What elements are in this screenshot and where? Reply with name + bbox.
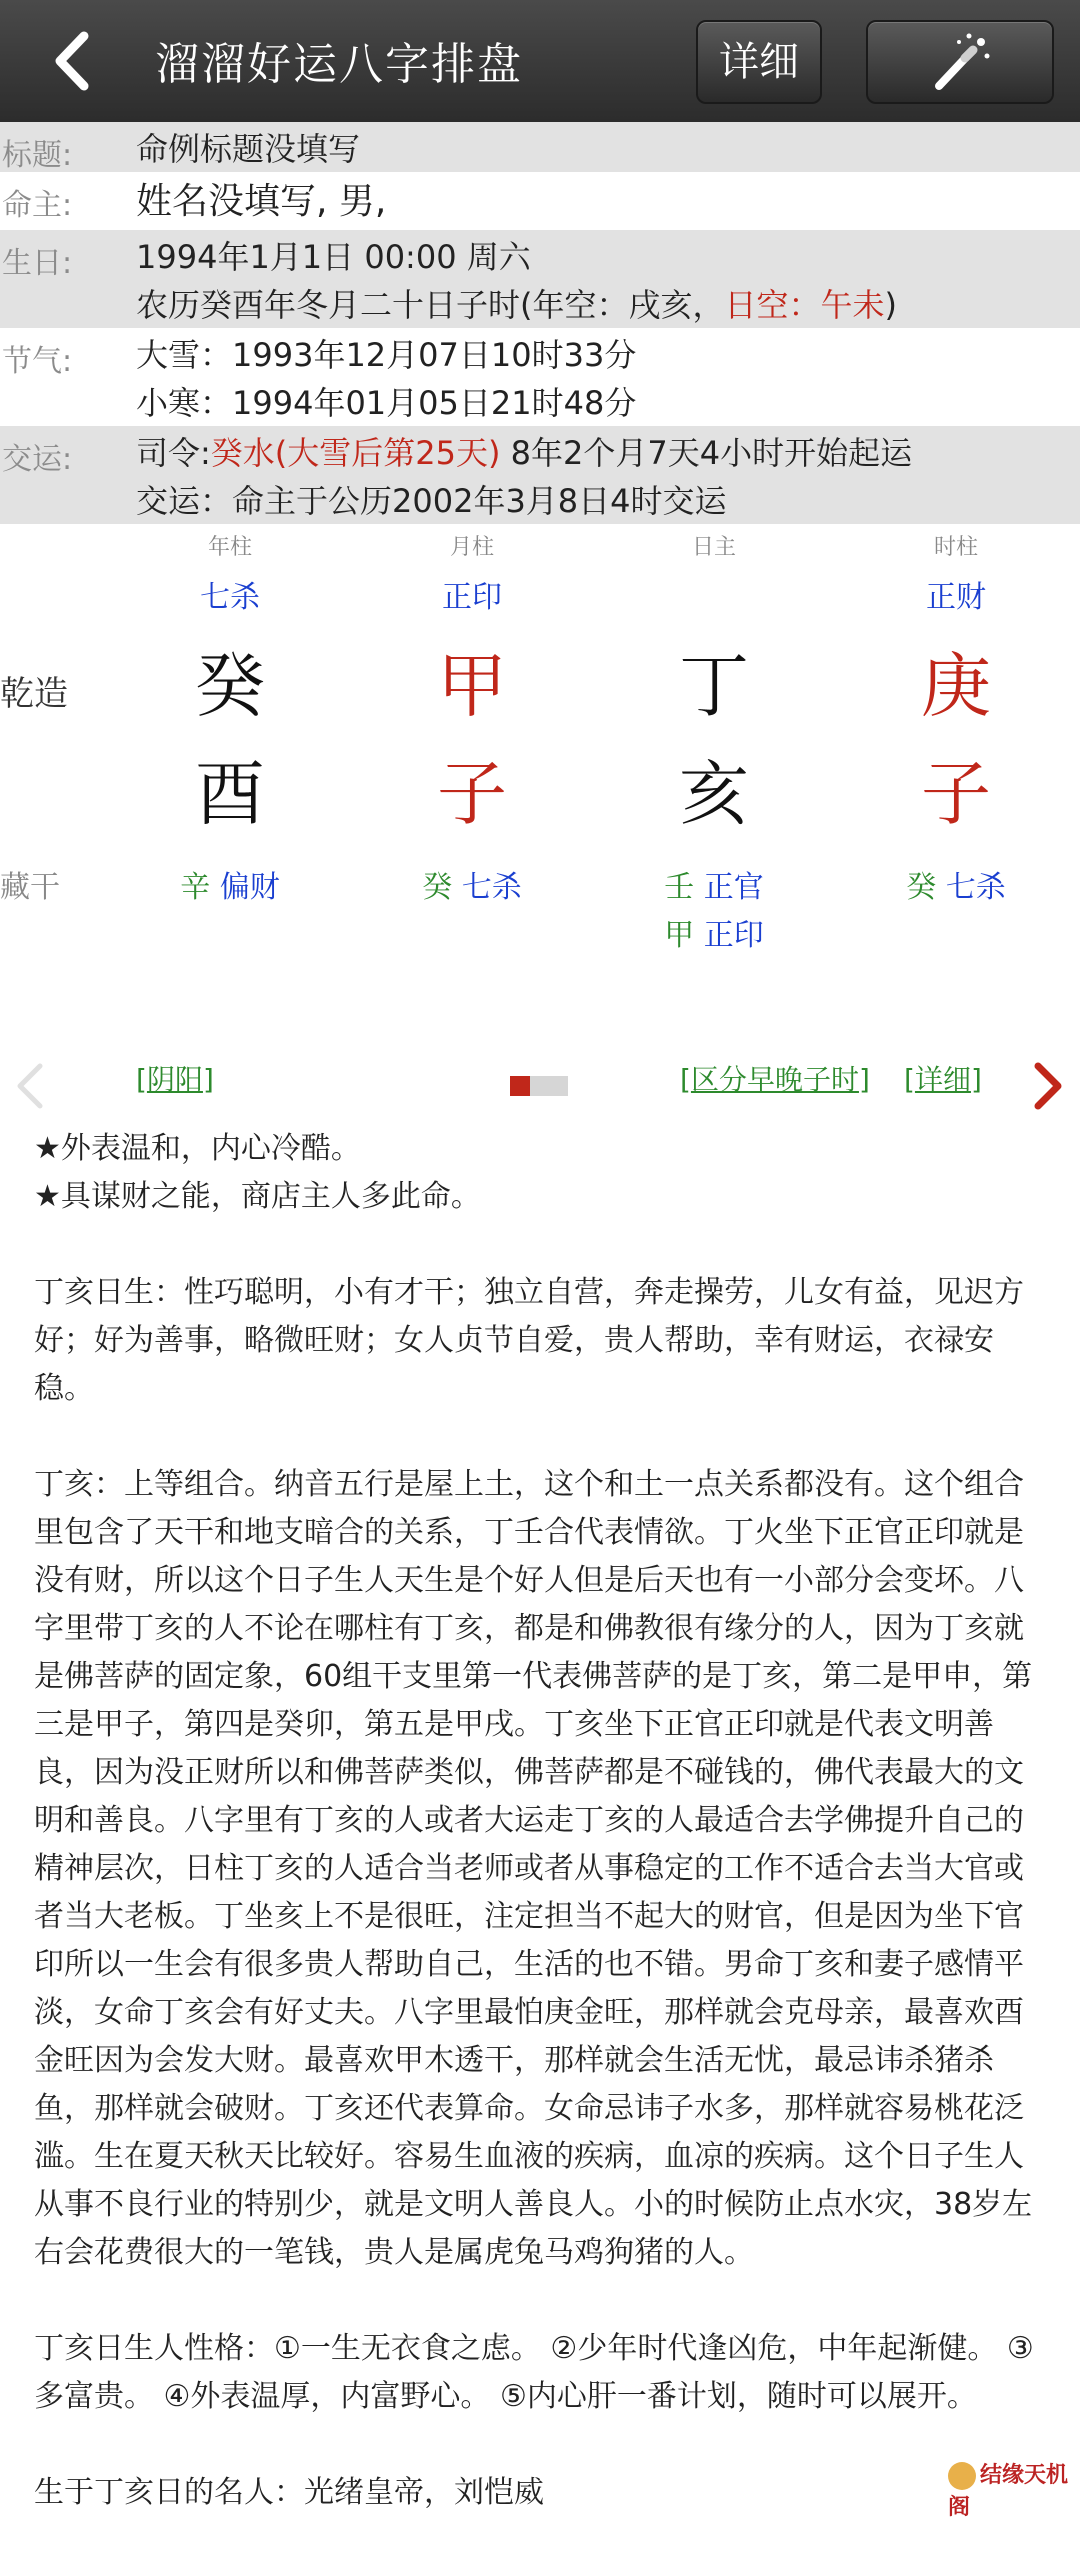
shishen-year: 七杀 [200,580,260,615]
zhi-day: 亥 [679,753,749,835]
column-head-year: 年柱 [207,535,252,560]
app-header [0,0,1080,122]
detail-button[interactable]: 详细 [696,20,822,104]
owner-label: 命主: [2,188,73,223]
canggan-month: 癸 七杀 [422,870,522,905]
canggan-year: 辛 偏财 [180,870,280,905]
birth-lunar: 农历癸酉年冬月二十日子时(年空：戌亥，日空：午未) [136,286,897,324]
jiaoyun-row [0,426,1080,524]
magic-wand-icon [925,30,995,94]
page-title: 溜溜好运八字排盘 [155,39,523,90]
chevron-left-icon [40,22,110,100]
zhi-hour: 子 [921,753,991,835]
jieqi-label: 节气: [2,344,73,379]
gan-month: 甲 [437,645,507,727]
detail-link[interactable]: [详细] [904,1063,982,1096]
siling-value: 癸水(大雪后第25天) [210,434,501,472]
canggan-day-1: 壬 正官 [664,870,764,905]
gan-day: 丁 [679,645,749,727]
trait-2: ★具谋财之能，商店主人多此命。 [34,1179,481,1214]
birth-row [0,230,1080,328]
column-head-hour: 时柱 [933,535,978,560]
zhi-year: 酉 [195,753,265,835]
page-indicator-inactive [530,1076,568,1096]
page-indicator [510,1076,570,1096]
jiaoyun-label: 交运: [2,442,73,477]
watermark: 结缘天机阁 [948,2463,1069,2520]
trait-1: ★外表温和，内心冷酷。 [34,1131,361,1166]
shishen-hour: 正财 [926,580,986,615]
owner-value: 姓名没填写, 男, [136,181,387,222]
watermark-logo-icon [948,2462,976,2490]
day-empty: 日空：午未 [724,286,885,324]
jieqi-row [0,328,1080,426]
zhi-month: 子 [437,753,507,835]
qianzao-label: 乾造 [0,674,68,714]
column-head-month: 月柱 [449,535,494,560]
canggan-hour: 癸 七杀 [906,870,1006,905]
shishen-month: 正印 [442,580,502,615]
title-row [0,122,1080,172]
canggan-day-2: 甲 正印 [664,918,764,953]
zaowan-zishi-link[interactable]: [区分早晚子时] [680,1063,870,1096]
info-panel [0,122,1080,524]
jieqi-xiaohan: 小寒：1994年01月05日21时48分 [136,384,637,422]
canggan-label: 藏干 [0,870,60,905]
yinyang-link[interactable]: [阴阳] [136,1063,214,1096]
column-head-day: 日主 [691,535,736,560]
dinghai-detail: 丁亥：上等组合。纳音五行是屋上土，这个和土一点关系都没有。这个组合里包含了天干和地支暗合的关系，丁壬合代表情欲。丁火坐下正官正印就是没有财，所以这个日子生人天生是个好人但是后天也有一小部分会变坏。八字里带丁亥的人不论在哪柱有丁亥，都是和佛教很有缘分的人，因为丁亥就是佛菩萨的固定象，60组干支里第一代表佛菩萨的是丁亥，第二是甲申，第三是甲子，第四是癸卯，第五是甲戌。丁亥坐下正官正印就是代表文明善良，因为没正财所以和佛菩萨类似，佛菩萨都是不碰钱的，佛代表最大的文明和善良。八字里有丁亥的人或者大运走丁亥的人最适合去学佛提升自己的精神层次，日柱丁亥的人适合当老师或者从事稳定的工作不适合去当大官或者当大老板。丁坐亥上不是很旺，注定担当不起大的财官，但是因为坐下官印所以一生会有很多贵人帮助自己，生活的也不错。男命丁亥和妻子感情平淡，女命丁亥会有好丈夫。八字里最怕庚金旺，那样就会克母亲，最喜欢酉金旺因为会发大财。最喜欢甲木透干，那样就会生活无忧，最忌讳杀猪杀鱼，那样就会破财。丁亥还代表算命。女命忌讳子水多，那样就容易桃花泛滥。生在夏天秋天比较好。容易生血液的疾病，血凉的疾病。这个日子生人从事不良行业的特别少，就是文明人善良人。小的时候防止点水灾，38岁左右会花费很大的一笔钱，贵人是属虎兔马鸡狗猪的人。 [34,1467,1033,2270]
dinghai-celebrities: 生于丁亥日的名人：光绪皇帝，刘恺威 [34,2475,544,2510]
chevron-left-icon [10,1058,50,1114]
gan-year: 癸 [195,645,265,727]
back-button[interactable] [40,22,110,100]
owner-row [0,172,1080,230]
chevron-right-icon [1028,1058,1068,1114]
birth-label: 生日: [2,246,73,281]
dinghai-summary: 丁亥日生：性巧聪明，小有才干；独立自营，奔走操劳，儿女有益，见迟方好；好为善事，略微旺财；女人贞节自爱，贵人帮助，幸有财运，衣禄安稳。 [34,1275,1024,1406]
title-value: 命例标题没填写 [136,130,361,168]
description [34,1125,1044,2565]
next-page-button[interactable] [1028,1058,1068,1118]
magic-button[interactable] [866,20,1054,104]
jieqi-daxue: 大雪：1993年12月07日10时33分 [136,336,637,374]
gan-hour: 庚 [921,645,991,727]
prev-page-button[interactable] [10,1058,50,1118]
siling-line: 司令:癸水(大雪后第25天) 8年2个月7天4小时开始起运 [136,434,913,472]
jiaoyun-line: 交运：命主于公历2002年3月8日4时交运 [136,482,727,520]
dinghai-personality: 丁亥日生人性格：①一生无衣食之虑。 ②少年时代逢凶危，中年起渐健。 ③多富贵。 ④外表温厚，内富野心。 ⑤内心肝一番计划，随时可以展开。 [34,2331,1034,2414]
page-indicator-active [510,1076,530,1096]
title-label: 标题: [2,138,73,173]
birth-solar: 1994年1月1日 00:00 周六 [136,238,531,276]
